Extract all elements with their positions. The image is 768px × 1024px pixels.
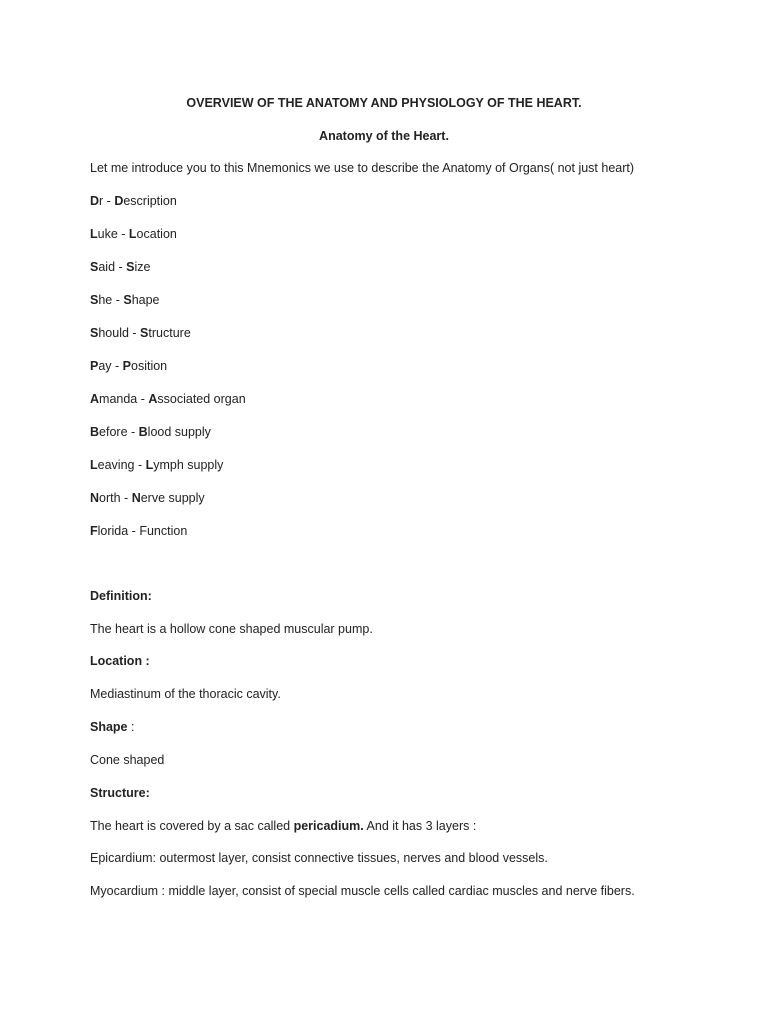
mnemonic-item: Said - Size — [90, 260, 151, 274]
mnemonic-item: Dr - Description — [90, 194, 177, 208]
mnemonic-item: Should - Structure — [90, 326, 191, 340]
shape-heading: Shape : — [90, 720, 135, 734]
mnemonic-item: She - Shape — [90, 293, 160, 307]
structure-text: The heart is covered by a sac called pericadium. And it has 3 layers : — [90, 819, 477, 833]
mnemonic-item: Amanda - Associated organ — [90, 392, 246, 406]
mnemonic-item: Before - Blood supply — [90, 425, 211, 439]
definition-heading: Definition: — [90, 589, 152, 603]
mnemonic-item: Pay - Position — [90, 359, 168, 373]
section-subtitle: Anatomy of the Heart. — [319, 129, 449, 143]
mnemonic-item: North - Nerve supply — [90, 491, 205, 505]
shape-text: Cone shaped — [90, 753, 165, 767]
mnemonic-item: Florida - Function — [90, 524, 188, 538]
myocardium-text: Myocardium : middle layer, consist of special muscle cells called cardiac muscles and nerve fibers. — [90, 884, 635, 898]
location-text: Mediastinum of the thoracic cavity. — [90, 687, 281, 701]
structure-heading: Structure: — [90, 786, 150, 800]
epicardium-text: Epicardium: outermost layer, consist connective tissues, nerves and blood vessels. — [90, 851, 548, 865]
mnemonic-item: Leaving - Lymph supply — [90, 458, 224, 472]
intro-paragraph: Let me introduce you to this Mnemonics we use to describe the Anatomy of Organs( not just heart) — [90, 161, 635, 175]
definition-text: The heart is a hollow cone shaped muscular pump. — [90, 622, 373, 636]
location-heading: Location : — [90, 654, 150, 668]
mnemonic-item: Luke - Location — [90, 227, 177, 241]
document-title: OVERVIEW OF THE ANATOMY AND PHYSIOLOGY OF THE HEART. — [186, 96, 582, 110]
